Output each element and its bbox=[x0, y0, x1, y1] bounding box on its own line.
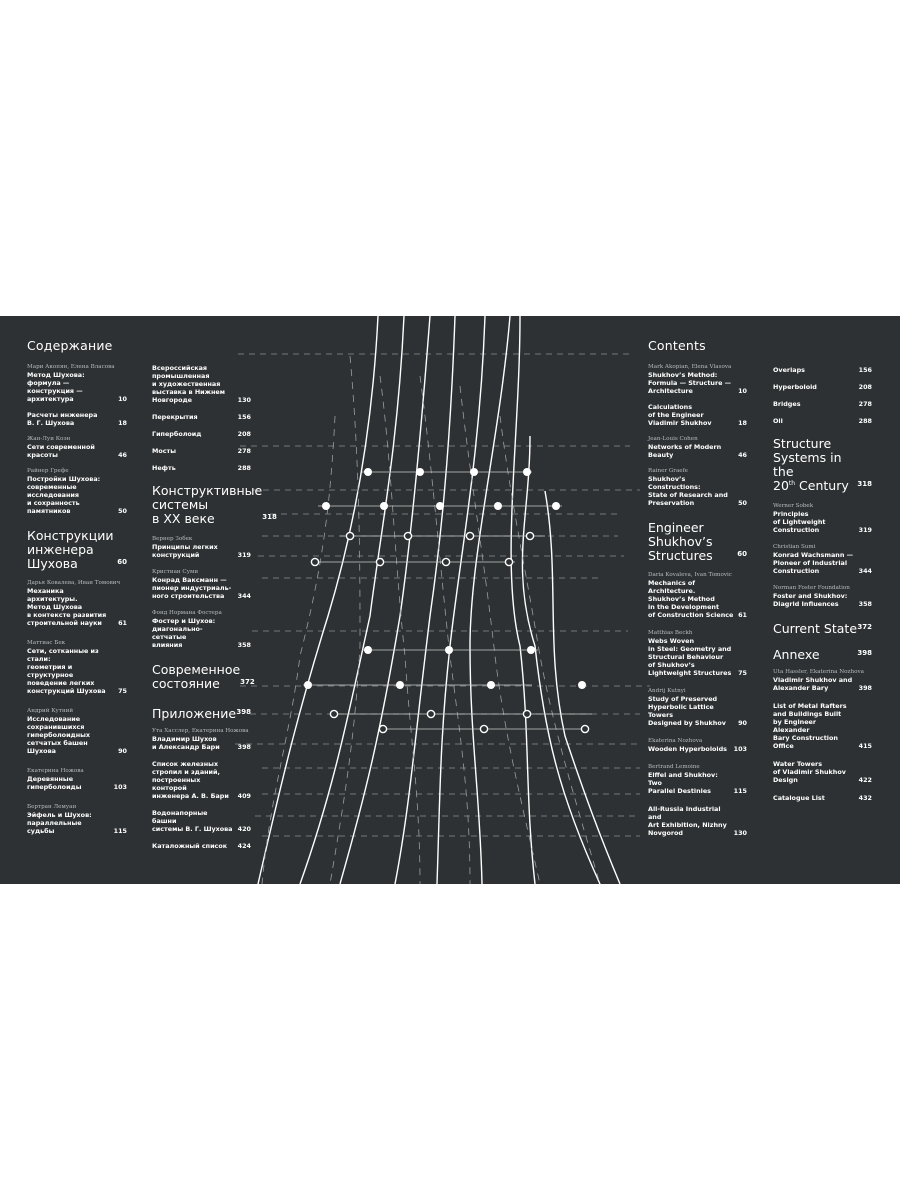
toc-entry-row bbox=[152, 413, 251, 421]
toc-entry-author: Кристиан Суми bbox=[152, 569, 199, 575]
ru-column-1 bbox=[27, 338, 127, 835]
toc-entry-title: Сети, сотканные из стали: геометрия и структурное поведение легких конструкций Шухова bbox=[27, 647, 106, 695]
en-section-current-state-page: 372 bbox=[857, 623, 872, 631]
lattice-node-solid bbox=[380, 502, 388, 510]
toc-entry-author: Mark Akopian, Elena Vlasova bbox=[648, 364, 732, 370]
toc-entry-row bbox=[773, 676, 872, 692]
toc-entry-row bbox=[773, 702, 872, 750]
toc-entry-title: Eiffel and Shukhov: Two Parallel Destinies bbox=[648, 771, 718, 795]
toc-entry-page: 75 bbox=[738, 669, 747, 677]
toc-entry-row bbox=[648, 695, 747, 727]
lattice-strut bbox=[511, 316, 535, 884]
lattice-dashed-strut bbox=[420, 376, 470, 884]
lattice-node-hollow bbox=[379, 725, 386, 732]
toc-entry-page: 46 bbox=[738, 451, 747, 459]
lattice-node-hollow bbox=[442, 558, 449, 565]
toc-entry-row bbox=[648, 637, 747, 677]
en-entries-4b bbox=[773, 502, 872, 608]
toc-entry-page: 50 bbox=[738, 499, 747, 507]
toc-entry-title: Networks of Modern Beauty bbox=[648, 443, 722, 459]
toc-entry bbox=[27, 707, 127, 755]
toc-entry-page: 208 bbox=[237, 430, 251, 438]
toc-entry bbox=[152, 760, 251, 800]
toc-entry bbox=[648, 737, 747, 753]
toc-entry-title: Mechanics of Architecture. Shukhov’s Method in the Development of Construction Science bbox=[648, 579, 734, 619]
toc-entry-title: Владимир Шухов и Александр Бари bbox=[152, 735, 220, 751]
toc-entry-author: Bertrand Lemoine bbox=[648, 764, 700, 770]
toc-entry-title: Постройки Шухова: современные исследования и сохранность памятников bbox=[27, 475, 101, 515]
toc-entry-title: Oil bbox=[773, 417, 783, 425]
toc-entry-title: Study of Preserved Hyperbolic Lattice Towers Designed by Shukhov bbox=[648, 695, 726, 727]
toc-entry-row bbox=[152, 617, 251, 649]
toc-entry-title: Метод Шухова: формула — конструкция — архитектура bbox=[27, 371, 85, 403]
en-section-systems-title bbox=[773, 437, 857, 493]
toc-entry-row bbox=[773, 592, 872, 608]
toc-entry bbox=[648, 571, 747, 619]
lattice-dashed-strut bbox=[262, 416, 335, 884]
toc-entry-row bbox=[27, 811, 127, 835]
ru-section-structures bbox=[27, 529, 127, 571]
lattice-node-solid bbox=[487, 681, 495, 689]
toc-entry-row bbox=[152, 576, 251, 600]
lattice-node-solid bbox=[416, 468, 424, 476]
toc-entry-title: Bridges bbox=[773, 400, 801, 408]
toc-entry-page: 50 bbox=[118, 507, 127, 515]
toc-entry bbox=[773, 400, 872, 408]
toc-entry bbox=[27, 363, 127, 403]
lattice-node-hollow bbox=[404, 532, 411, 539]
ru-entries-1b bbox=[27, 579, 127, 835]
lattice-dashed-strut bbox=[330, 356, 360, 884]
en-column-3 bbox=[648, 338, 747, 837]
toc-entry-row bbox=[648, 771, 747, 795]
lattice-node-hollow bbox=[346, 532, 353, 539]
en-section-current-state bbox=[773, 620, 872, 636]
toc-entry-row bbox=[773, 417, 872, 425]
toc-entry-author: Маттиас Бек bbox=[27, 640, 66, 646]
toc-entry bbox=[773, 543, 872, 575]
toc-entry bbox=[27, 579, 127, 627]
en-section-systems-title-main: Structure Systems in the 20 bbox=[773, 436, 842, 493]
toc-entry-row bbox=[648, 403, 747, 427]
lattice-node-solid bbox=[494, 502, 502, 510]
toc-entry-page: 156 bbox=[237, 413, 251, 421]
en-column-4 bbox=[773, 366, 872, 802]
lattice-dashed-strut bbox=[460, 386, 540, 884]
en-section-systems-page: 318 bbox=[857, 480, 872, 488]
lattice-dashed-strut bbox=[380, 376, 420, 884]
ru-column-2 bbox=[152, 364, 277, 850]
toc-entry-row bbox=[773, 510, 872, 534]
lattice-node-hollow bbox=[505, 558, 512, 565]
toc-entry-author: Ута Хасслер, Екатерина Ножова bbox=[152, 728, 249, 734]
toc-entry bbox=[152, 609, 251, 649]
hyperboloid-lattice-illustration bbox=[0, 316, 900, 884]
toc-entry-page: 130 bbox=[237, 396, 251, 404]
toc-entry-page: 10 bbox=[738, 387, 747, 395]
toc-entry-page: 422 bbox=[858, 776, 872, 784]
toc-entry-row bbox=[773, 383, 872, 391]
toc-entry-author: Werner Sobek bbox=[773, 503, 814, 509]
toc-entry-page: 319 bbox=[858, 526, 872, 534]
lattice-node-solid bbox=[436, 502, 444, 510]
toc-entry-page: 130 bbox=[733, 829, 747, 837]
ru-entries-1 bbox=[27, 363, 127, 515]
lattice-node-solid bbox=[364, 468, 372, 476]
toc-entry-row bbox=[648, 443, 747, 459]
lattice-node-hollow bbox=[466, 532, 473, 539]
toc-entry bbox=[27, 467, 127, 515]
toc-entry bbox=[27, 639, 127, 695]
toc-entry-title: Principles of Lightweight Construction bbox=[773, 510, 826, 534]
toc-entry-title: Каталожный список bbox=[152, 842, 228, 850]
toc-entry-page: 103 bbox=[733, 745, 747, 753]
en-section-systems-title-sup: th bbox=[788, 479, 796, 487]
toc-entry-page: 278 bbox=[858, 400, 872, 408]
en-section-systems-title-end: Century bbox=[795, 478, 849, 493]
toc-entry bbox=[648, 687, 747, 727]
toc-entry-title: Foster and Shukhov: Diagrid Influences bbox=[773, 592, 848, 608]
toc-entry-title: Vladimir Shukhov and Alexander Bary bbox=[773, 676, 853, 692]
ru-entries-2a bbox=[152, 364, 251, 472]
toc-entry-author: Jean-Louis Cohen bbox=[648, 436, 698, 442]
lattice-node-hollow bbox=[523, 710, 530, 717]
toc-entry-title: Конрад Ваксманн — пионер индустриаль- ного строительства bbox=[152, 576, 232, 600]
toc-entry-row bbox=[648, 475, 747, 507]
ru-section-current-state-title: Современное состояние bbox=[152, 662, 241, 691]
toc-entry-page: 90 bbox=[118, 747, 127, 755]
en-section-annexe-title: Annexe bbox=[773, 647, 820, 662]
toc-entry-title: Hyperboloid bbox=[773, 383, 817, 391]
toc-entry-author: Дарья Ковалева, Иван Томович bbox=[27, 580, 121, 586]
toc-entry bbox=[773, 584, 872, 608]
en-section-structures bbox=[648, 521, 747, 563]
toc-entry-page: 103 bbox=[113, 783, 127, 791]
toc-entry-row bbox=[27, 411, 127, 427]
toc-entry-title: Всероссийская промышленная и художественная выставка в Нижнем Новгороде bbox=[152, 364, 225, 404]
lattice-node-hollow bbox=[581, 725, 588, 732]
toc-entry bbox=[152, 464, 251, 472]
lattice-node-hollow bbox=[376, 558, 383, 565]
toc-entry bbox=[152, 535, 251, 559]
lattice-node-hollow bbox=[330, 710, 337, 717]
toc-entry-row bbox=[152, 735, 251, 751]
lattice-node-solid bbox=[304, 681, 312, 689]
toc-entry bbox=[152, 727, 251, 751]
toc-entry-title: Webs Woven in Steel: Geometry and Structural Behaviour of Shukhov’s Lightweight Structures bbox=[648, 637, 732, 677]
toc-entry-row bbox=[152, 842, 251, 850]
toc-entry-title: Механика архитектуры. Метод Шухова в контексте развития строительной науки bbox=[27, 587, 107, 627]
toc-entry bbox=[648, 403, 747, 427]
toc-entry-title: Water Towers of Vladimir Shukhov Design bbox=[773, 760, 846, 784]
toc-entry-page: 344 bbox=[858, 567, 872, 575]
toc-entry-title: Мосты bbox=[152, 447, 177, 455]
toc-entry-page: 420 bbox=[237, 825, 251, 833]
toc-entry-author: Райнер Грефе bbox=[27, 468, 69, 474]
toc-entry-page: 319 bbox=[237, 551, 251, 559]
lattice-strut bbox=[470, 316, 510, 884]
lattice-strut bbox=[300, 316, 404, 884]
toc-entry bbox=[648, 435, 747, 459]
ru-entries-2b bbox=[152, 535, 251, 649]
toc-entry-title: Konrad Wachsmann — Pioneer of Industrial Construction bbox=[773, 551, 854, 575]
en-entries-4a bbox=[773, 366, 872, 425]
lattice-node-solid bbox=[527, 646, 535, 654]
toc-entry-page: 208 bbox=[858, 383, 872, 391]
ru-section-systems-page: 318 bbox=[262, 513, 277, 521]
toc-entry-page: 61 bbox=[738, 611, 747, 619]
ru-section-systems bbox=[152, 483, 277, 526]
toc-entry-title: Деревянные гиперболоиды bbox=[27, 775, 82, 791]
toc-entry bbox=[152, 809, 251, 833]
toc-entry-page: 46 bbox=[118, 451, 127, 459]
toc-entry-author: Christian Sumi bbox=[773, 544, 816, 550]
book-spread bbox=[0, 316, 900, 884]
toc-entry-title: Overlaps bbox=[773, 366, 805, 374]
en-section-annexe-page: 398 bbox=[857, 649, 872, 657]
toc-entry-row bbox=[152, 809, 251, 833]
toc-entry-author: Norman Foster Foundation bbox=[773, 585, 850, 591]
toc-entry-row bbox=[773, 760, 872, 784]
toc-entry bbox=[773, 502, 872, 534]
toc-entry-page: 278 bbox=[237, 447, 251, 455]
toc-entry-row bbox=[648, 371, 747, 395]
toc-entry bbox=[27, 411, 127, 427]
toc-entry bbox=[648, 805, 747, 837]
toc-entry-author: Uta Hassler, Ekaterina Nozhova bbox=[773, 669, 864, 675]
lattice-strut bbox=[395, 316, 455, 884]
toc-entry-row bbox=[648, 579, 747, 619]
ru-section-structures-title: Конструкции инженера Шухова bbox=[27, 528, 114, 571]
lattice-node-solid bbox=[322, 502, 330, 510]
toc-entry-author: Matthias Beckh bbox=[648, 630, 693, 636]
toc-entry bbox=[648, 363, 747, 395]
ru-section-annexe-title: Приложение bbox=[152, 706, 237, 721]
ru-section-annexe bbox=[152, 705, 251, 721]
toc-entry-row bbox=[27, 775, 127, 791]
toc-entry-page: 10 bbox=[118, 395, 127, 403]
toc-entry-row bbox=[27, 647, 127, 695]
toc-entry-page: 288 bbox=[237, 464, 251, 472]
toc-entry-row bbox=[27, 371, 127, 403]
ru-entries-2c bbox=[152, 727, 251, 850]
toc-entry-row bbox=[152, 464, 251, 472]
lattice-node-solid bbox=[552, 502, 560, 510]
toc-entry-title: List of Metal Rafters and Buildings Built by Engineer Alexander Bary Construction Office bbox=[773, 702, 847, 750]
toc-entry-page: 432 bbox=[858, 794, 872, 802]
en-section-systems bbox=[773, 437, 872, 493]
toc-entry-page: 61 bbox=[118, 619, 127, 627]
en-entries-3b bbox=[648, 571, 747, 837]
toc-entry-title: All-Russia Industrial and Art Exhibition, Nizhny Novgorod bbox=[648, 805, 727, 837]
toc-entry bbox=[27, 767, 127, 791]
ru-section-current-state-page: 372 bbox=[240, 678, 255, 686]
toc-entry bbox=[773, 366, 872, 374]
toc-entry-page: 415 bbox=[858, 742, 872, 750]
toc-entry-page: 75 bbox=[118, 687, 127, 695]
toc-entry-page: 156 bbox=[858, 366, 872, 374]
toc-entry-page: 344 bbox=[237, 592, 251, 600]
toc-entry bbox=[773, 794, 872, 802]
toc-entry-title: Гиперболоид bbox=[152, 430, 202, 438]
lattice-strut bbox=[522, 436, 600, 884]
toc-entry bbox=[648, 763, 747, 795]
toc-entry bbox=[152, 413, 251, 421]
toc-entry bbox=[152, 842, 251, 850]
toc-entry-author: Мари Акопян, Елена Власова bbox=[27, 364, 115, 370]
toc-entry-page: 424 bbox=[237, 842, 251, 850]
toc-entry-row bbox=[152, 447, 251, 455]
lattice-node-hollow bbox=[526, 532, 533, 539]
lattice-strut bbox=[258, 316, 378, 884]
toc-entry-page: 18 bbox=[738, 419, 747, 427]
toc-entry-page: 18 bbox=[118, 419, 127, 427]
toc-entry-page: 358 bbox=[237, 641, 251, 649]
toc-entry-title: Перекрытия bbox=[152, 413, 198, 421]
toc-entry-author: Daria Kovaleva, Ivan Tomovic bbox=[648, 572, 732, 578]
en-section-current-state-title: Current State bbox=[773, 621, 858, 636]
toc-entry bbox=[773, 668, 872, 692]
toc-entry-row bbox=[27, 715, 127, 755]
toc-entry-title: Wooden Hyperboloids bbox=[648, 745, 727, 753]
toc-entry-row bbox=[648, 745, 747, 753]
toc-entry-row bbox=[152, 364, 251, 404]
toc-entry-title: Список железных стропил и зданий, построенных конторой инженера А. В. Бари bbox=[152, 760, 229, 800]
lattice-node-solid bbox=[364, 646, 372, 654]
toc-entry-author: Andrij Kutnyi bbox=[648, 688, 686, 694]
toc-entry-title: Эйфель и Шухов: параллельные судьбы bbox=[27, 811, 92, 835]
ru-section-structures-page: 60 bbox=[117, 558, 127, 566]
toc-entry-page: 288 bbox=[858, 417, 872, 425]
toc-entry-title: Нефть bbox=[152, 464, 176, 472]
toc-entry bbox=[152, 364, 251, 404]
lattice-node-solid bbox=[578, 681, 586, 689]
toc-entry-author: Екатерина Ножова bbox=[27, 768, 84, 774]
toc-entry-title: Водонапорные башни системы В. Г. Шухова bbox=[152, 809, 233, 833]
toc-entry-row bbox=[27, 475, 127, 515]
toc-entry bbox=[773, 760, 872, 784]
ru-section-annexe-page: 398 bbox=[236, 708, 251, 716]
toc-entry-author: Жан-Луи Коэн bbox=[27, 436, 71, 442]
toc-entry-row bbox=[773, 400, 872, 408]
toc-entry-row bbox=[152, 430, 251, 438]
toc-entry-title: Сети современной красоты bbox=[27, 443, 95, 459]
toc-entry-page: 115 bbox=[113, 827, 127, 835]
lattice-node-solid bbox=[396, 681, 404, 689]
toc-entry-row bbox=[27, 587, 127, 627]
toc-entry-row bbox=[773, 366, 872, 374]
en-section-structures-title: Engineer Shukhov’s Structures bbox=[648, 520, 713, 563]
toc-entry-page: 398 bbox=[237, 743, 251, 751]
toc-entry bbox=[152, 568, 251, 600]
ru-section-systems-title: Конструктивные системы в XX веке bbox=[152, 483, 263, 526]
en-entries-4c bbox=[773, 668, 872, 802]
lattice-node-hollow bbox=[311, 558, 318, 565]
toc-entry-row bbox=[152, 760, 251, 800]
ru-contents-title: Содержание bbox=[27, 338, 113, 353]
toc-entry-title: Принципы легких конструкций bbox=[152, 543, 218, 559]
toc-entry bbox=[648, 629, 747, 677]
toc-entry-title: Фостер и Шухов: диагонально-сетчатые влияния bbox=[152, 617, 216, 649]
lattice-node-solid bbox=[445, 646, 453, 654]
toc-entry bbox=[773, 383, 872, 391]
toc-entry bbox=[27, 803, 127, 835]
toc-entry bbox=[773, 417, 872, 425]
toc-entry-row bbox=[27, 443, 127, 459]
en-contents-title: Contents bbox=[648, 338, 706, 353]
lattice-node-solid bbox=[470, 468, 478, 476]
toc-entry-title: Shukhov’s Constructions: State of Research and Preservation bbox=[648, 475, 728, 507]
toc-entry-author: Бертран Лемуан bbox=[27, 804, 77, 810]
toc-entry-page: 90 bbox=[738, 719, 747, 727]
toc-entry-row bbox=[773, 794, 872, 802]
toc-entry-author: Rainer Graefe bbox=[648, 468, 688, 474]
toc-entry-page: 409 bbox=[237, 792, 251, 800]
toc-entry-page: 115 bbox=[733, 787, 747, 795]
lattice-node-solid bbox=[523, 468, 531, 476]
toc-entry-row bbox=[152, 543, 251, 559]
toc-entry-page: 358 bbox=[858, 600, 872, 608]
en-entries-3a bbox=[648, 363, 747, 507]
en-section-structures-page: 60 bbox=[737, 550, 747, 558]
toc-entry-author: Вернер Зобек bbox=[152, 536, 193, 542]
toc-entry-row bbox=[773, 551, 872, 575]
lattice-node-hollow bbox=[427, 710, 434, 717]
toc-entry-title: Shukhov’s Method: Formula — Structure — Architecture bbox=[648, 371, 732, 395]
toc-entry-author: Фонд Нормана Фостера bbox=[152, 610, 222, 616]
toc-entry-author: Андрий Кутний bbox=[27, 708, 74, 714]
toc-entry-page: 398 bbox=[858, 684, 872, 692]
toc-entry-title: Calculations of the Engineer Vladimir Shukhov bbox=[648, 403, 712, 427]
toc-entry bbox=[27, 435, 127, 459]
toc-entry-title: Расчеты инженера В. Г. Шухова bbox=[27, 411, 98, 427]
toc-entry bbox=[152, 430, 251, 438]
toc-entry-row bbox=[648, 805, 747, 837]
en-section-annexe bbox=[773, 646, 872, 662]
toc-entry bbox=[152, 447, 251, 455]
toc-entry bbox=[773, 702, 872, 750]
toc-entry-title: Catalogue List bbox=[773, 794, 825, 802]
toc-entry-author: Ekaterina Nozhova bbox=[648, 738, 703, 744]
toc-entry-title: Исследование сохранившихся гиперболоидных сетчатых башен Шухова bbox=[27, 715, 91, 755]
ru-section-current-state bbox=[152, 662, 255, 691]
lattice-node-hollow bbox=[480, 725, 487, 732]
toc-entry bbox=[648, 467, 747, 507]
